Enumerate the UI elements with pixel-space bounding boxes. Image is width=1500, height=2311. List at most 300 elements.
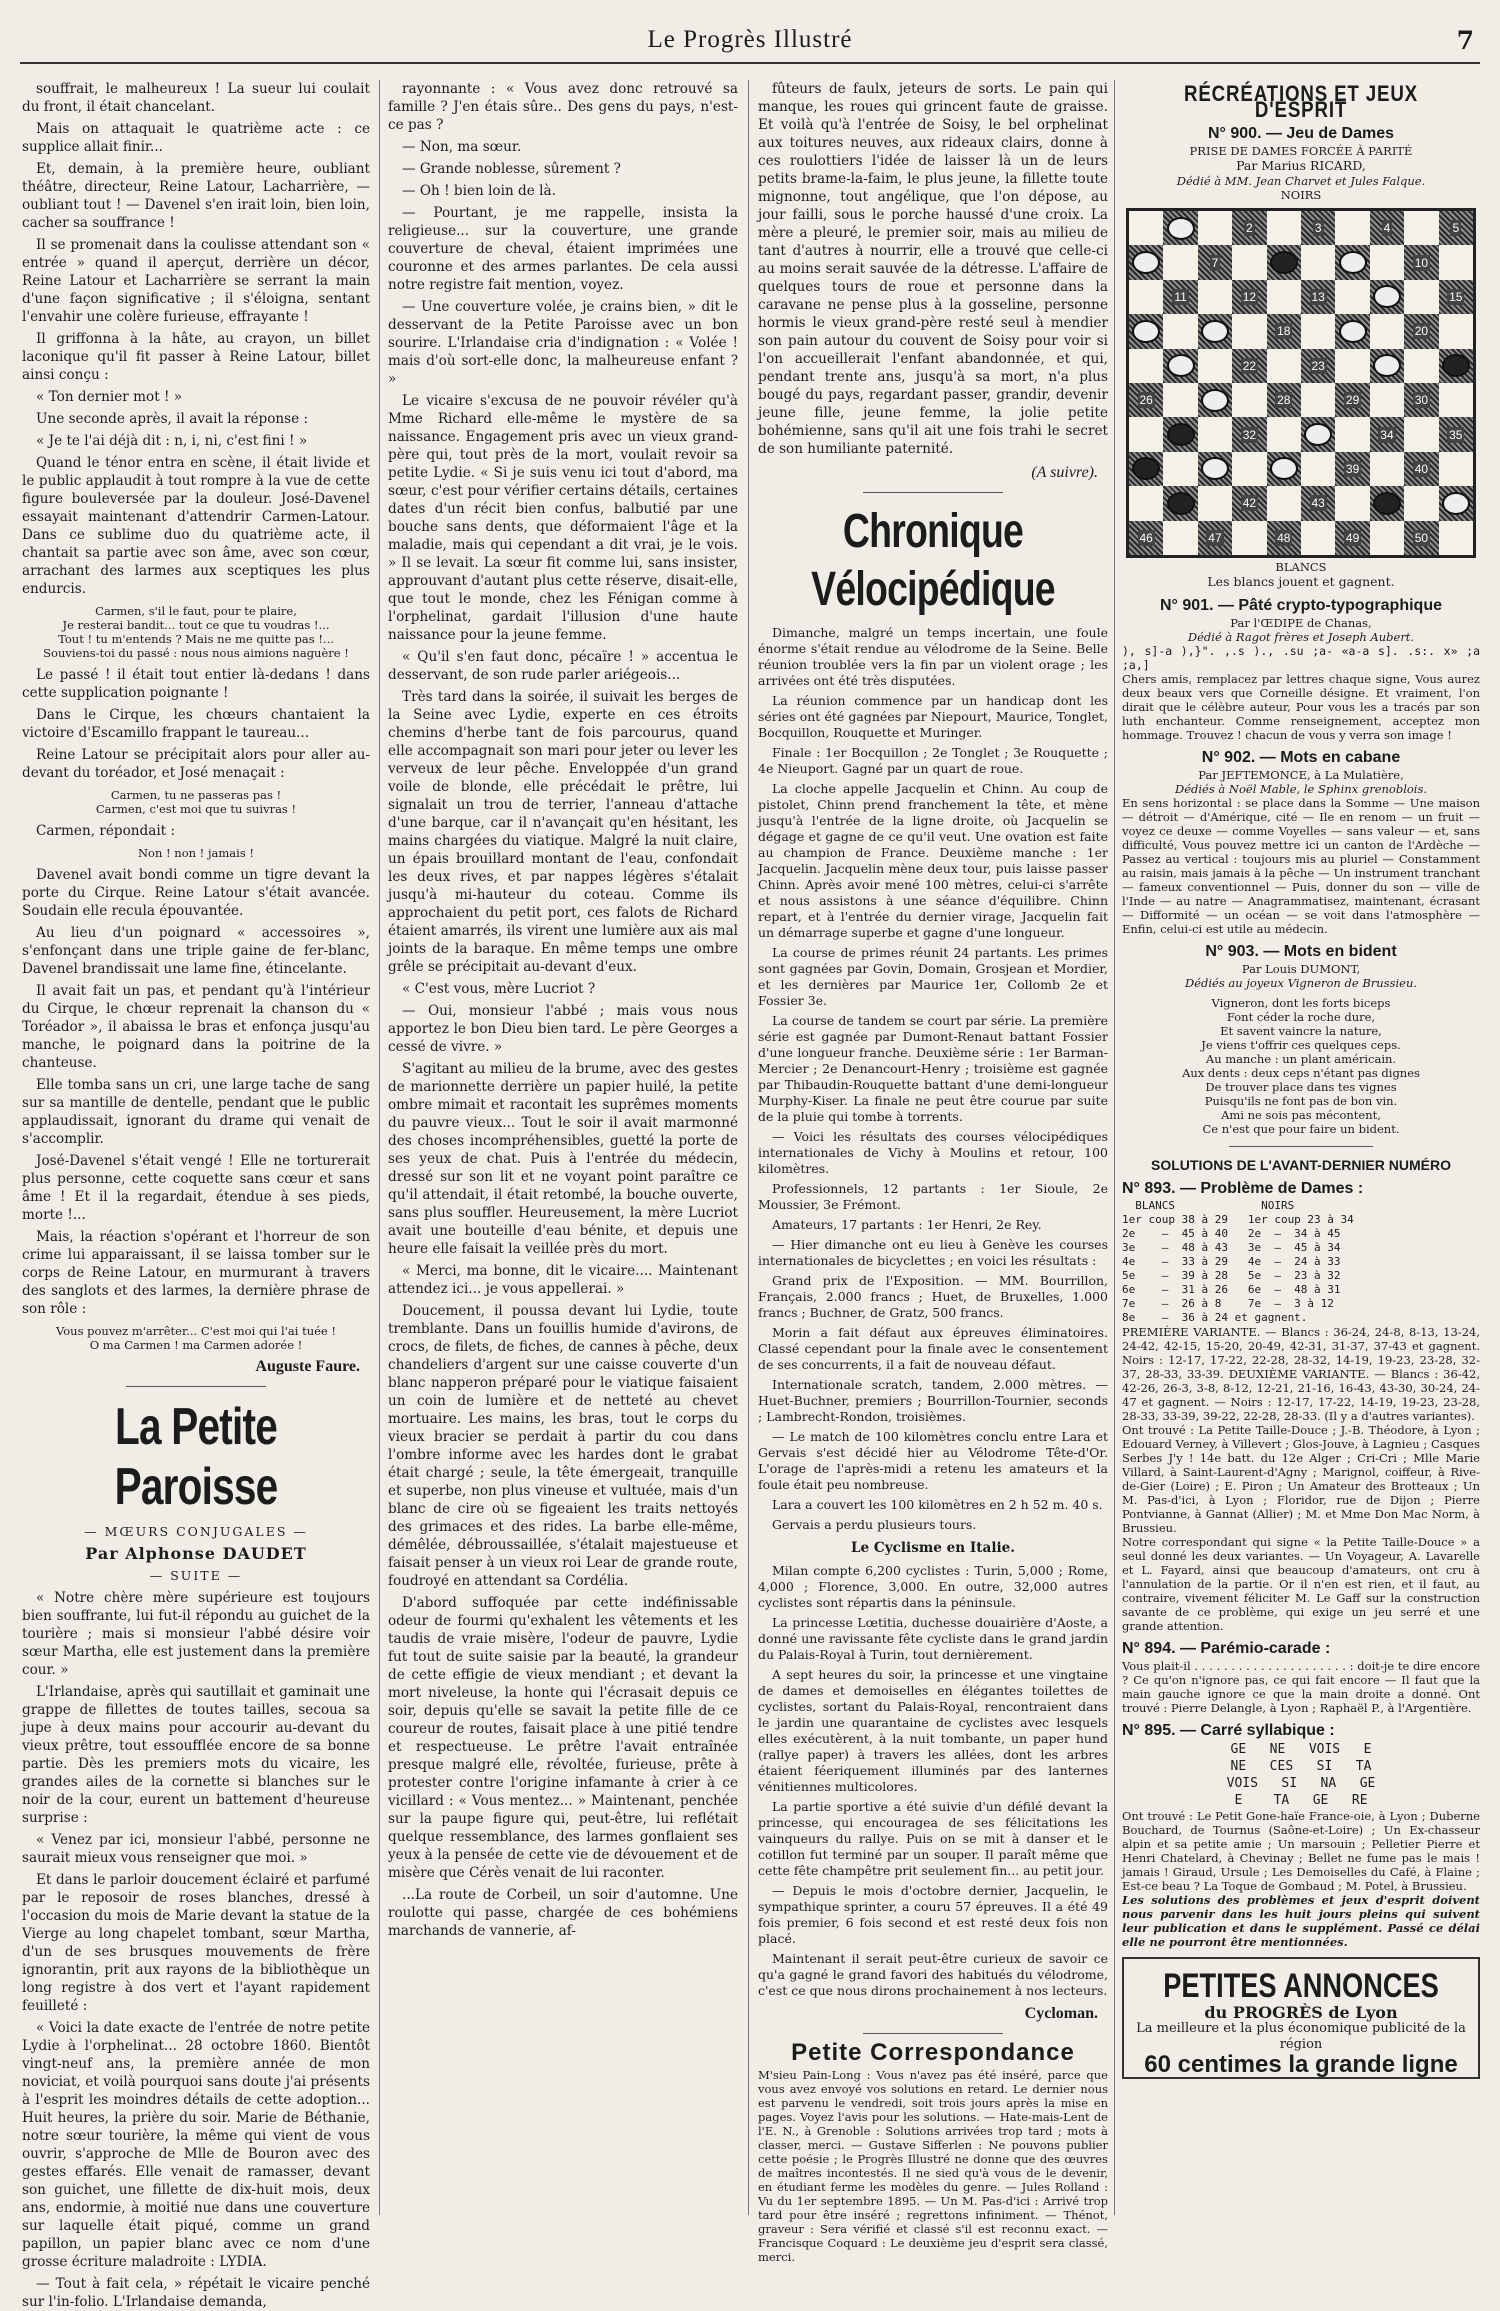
puzzle-903-dedication: Dédiés au joyeux Vigneron de Brussieu. [1184, 976, 1418, 990]
story-signature: Auguste Faure. [255, 1358, 360, 1375]
verse-line: De trouver place dans tes vignes [1205, 1080, 1397, 1094]
board-square-light [1370, 383, 1404, 417]
board-square-47 [1198, 521, 1232, 555]
solution-895-title: N° 895. — Carré syllabique : [1122, 1722, 1335, 1739]
board-square-9 [1335, 245, 1369, 279]
board-square-light [1232, 521, 1266, 555]
board-square-light [1232, 383, 1266, 417]
board-square-light [1129, 280, 1163, 314]
board-label-noirs: NOIRS [1280, 188, 1322, 202]
white-piece [1201, 320, 1229, 343]
column-1 [22, 80, 370, 2310]
paragraph: — Voici les résultats des courses vélocipédiques internationales de Vichy à Moulins et retour, 100 kilomètres. [758, 1129, 1108, 1176]
square-number: 48 [1277, 530, 1291, 545]
board-square-10 [1404, 245, 1438, 279]
paragraph: « Venez par ici, monsieur l'abbé, personne ne saurait mieux vous renseigner que moi. » [22, 1832, 370, 1866]
petites-annonces-title: PETITES ANNONCES [1163, 1967, 1439, 2005]
square-number: 4 [1383, 221, 1391, 236]
board-square-light [1163, 452, 1197, 486]
white-piece [1132, 320, 1160, 343]
column-divider [748, 80, 749, 2215]
puzzle-903-verse [1122, 996, 1480, 1136]
board-square-33 [1301, 417, 1335, 451]
paragraph: Lara a couvert les 100 kilomètres en 2 h 52 m. 40 s. [772, 1497, 1103, 1512]
song-verse: Non ! non ! jamais ! [137, 846, 255, 860]
puzzle-900-caption: Les blancs jouent et gagnent. [1207, 574, 1395, 589]
white-piece [1132, 251, 1160, 274]
feuilleton-suite: — SUITE — [149, 1568, 243, 1583]
paragraph: Quand le ténor entra en scène, il était livide et le public applaudit à tout rompre à la vue de cette figure bouleversée par la douleur. José-Davenel essayait maintenant d'attendrir Carmen-Latour. Dans ce sublime duo du quatrième acte, il chantait sa partie avec son âme, avec son cœur, arrachant des larmes aux sceptiques les plus endurcis. [22, 455, 370, 597]
board-square-11 [1163, 280, 1197, 314]
paragraph: Finale : 1er Bocquillon ; 2e Tonglet ; 3e Rouquette ; 4e Nieuport. Gagné par un quart de roue. [758, 745, 1108, 776]
square-number: 30 [1414, 393, 1429, 408]
petites-annonces-box [1122, 1957, 1480, 2079]
solutions-title: SOLUTIONS DE L'AVANT-DERNIER NUMÉRO [1151, 1157, 1451, 1173]
solution-894-title: N° 894. — Parémio-carade : [1122, 1640, 1331, 1657]
solution-note: Notre correspondant qui signe « la Petite Taille-Douce » a seul donné les deux variantes. — Un Voyageur, A. Lavarelle et L. Fayard, ainsi que beaucoup d'amateurs, ont cru à l'annulation de la partie. Or il n'en est rien, et il faut, au contraire, vivement féliciter M. Le Gaff sur la construction savante de ce problème, qui exige un jeu serré et une grande attention. [1122, 1535, 1480, 1633]
divider [126, 1386, 265, 1387]
paragraph: — Oui, monsieur l'abbé ; mais vous nous apportez le bon Dieu bien tard. Le père Georges a cessé de vivre. » [388, 1003, 738, 1055]
verse-line: O ma Carmen ! ma Carmen adorée ! [89, 1338, 303, 1352]
correspondence-title: Petite Correspondance [791, 2039, 1075, 2066]
feuilleton-subtitle: — MŒURS CONJUGALES — [84, 1524, 308, 1539]
square-number: 13 [1311, 289, 1325, 304]
board-square-29 [1335, 383, 1369, 417]
verse-line: Carmen, c'est moi que tu suivras ! [95, 802, 297, 816]
square-number: 49 [1345, 530, 1360, 545]
song-verse [22, 1324, 370, 1352]
square-number: 23 [1311, 358, 1325, 373]
paragraph: — Grande noblesse, sûrement ? [402, 161, 621, 177]
board-square-32 [1232, 417, 1266, 451]
paragraph: Et dans le parloir doucement éclairé et parfumé par le reposoir de roses blanches, dressé à l'occasion du mois de Marie devant la statue de la Vierge au long chapelet tombant, sœur Martha, d'un de ses brusques mouvements de frère ignorantin, prit aux rayons de la bibliothèque un long registre à dos vert et l'ayant rapidement feuilleté : [22, 1872, 370, 2014]
verse-line: Aux dents : deux ceps n'étant pas dignes [1182, 1066, 1420, 1080]
song-verse [22, 604, 370, 660]
checkers-board [1126, 208, 1476, 558]
puzzle-901-text: Chers amis, remplacez par lettres chaque signe, Vous aurez deux beaux vers que Corneille désigne. Et vraiment, l'on dirait que le célèbre auteur, Pour vous les a tracés par son luth enchanteur. Comme renseignement, acceptez mon hommage. Trouvez ! chacun de vous y verra son image ! [1122, 672, 1480, 742]
verse-line: Carmen, s'il le faut, pour te plaire, [95, 604, 297, 618]
square-number: 3 [1314, 221, 1322, 236]
verse-line: Ami ne sois pas mécontent, [1221, 1108, 1381, 1122]
page-number: 7 [1456, 26, 1474, 55]
board-square-light [1232, 245, 1266, 279]
solution-894: Vous plait-il . . . . . . . . . . . . . . . . . . . . . : doit-je te dire encore ? Ce qu'on n'ignore pas, ce qui fait encore — Il faut que la main gauche ignore ce que la main droite a donné. Ont trouvé : Pierre Delangle, à Lyon ; Raphaël P., à l'Argentière. [1122, 1659, 1480, 1715]
board-square-light [1335, 211, 1369, 245]
puzzle-902-author: Par JEFTEMONCE, à La Mulatière, [1198, 768, 1404, 782]
board-square-45 [1439, 486, 1473, 520]
board-square-light [1163, 314, 1197, 348]
square-number: 40 [1414, 461, 1429, 476]
to-be-continued: (A suivre). [1031, 464, 1098, 481]
square-number: 20 [1414, 324, 1429, 339]
board-square-15 [1439, 280, 1473, 314]
board-square-light [1370, 245, 1404, 279]
board-square-18 [1267, 314, 1301, 348]
paragraph: — Une couverture volée, je crains bien, » dit le desservant de la Petite Paroisse avec un bon sourire. L'Irlandaise cria d'indignation : « Volée ! mais d'où sort-elle donc, la malheureuse enfant ? » [388, 299, 738, 387]
board-square-20 [1404, 314, 1438, 348]
solution-variants: PREMIÈRE VARIANTE. — Blancs : 36-24, 24-8, 8-13, 13-24, 24-42, 42-15, 15-20, 20-49, 42-31, 31-37, 37-43 et gagnent. Noirs : 12-17, 17-22, 22-28, 28-32, 14-19, 19-23, 23-28, 32-37, 28-33, 33-39. DEUXIÈME VARIANTE. — Blancs : 36-42, 42-26, 26-3, 3-8, 8-12, 12-21, 21-16, 16-43, 43-30, 30-24, 24-47 et gagnent. — Noirs : 12-17, 17-22, 14-19, 19-23, 23-28, 28-33, 33-39, 39-22, 22-28, 28-33. (Il y a d'autres variantes). [1122, 1325, 1480, 1423]
chronicle-text [758, 1563, 1108, 1999]
paragraph: La course de tandem se court par série. La première série est gagnée par Dumont-Renaut battant Fossier d'une longueur franche. Deuxième série : 1er Barman-Mercier ; 2e Denancourt-Henry ; troisième est gagnée par Thibaudin-Rouquette battant d'une demi-longueur Murphy-Kiser. La finale ne peut être courue par suite de la pluie qui tombe à torrents. [758, 1013, 1108, 1124]
feuilleton-text [388, 80, 738, 1940]
paragraph: « Je te l'ai déjà dit : n, i, ni, c'est fini ! » [36, 433, 308, 449]
column-divider [1114, 80, 1115, 2215]
square-number: 7 [1211, 255, 1219, 270]
board-square-27 [1198, 383, 1232, 417]
board-square-5 [1439, 211, 1473, 245]
paragraph: La réunion commence par un handicap dont les séries ont été gagnées par Niepourt, Maurice, Tonglet, Bocquillon, Rouquette et Muringer. [758, 693, 1108, 740]
verse-line: Et savent vaincre la nature, [1220, 1024, 1382, 1038]
paragraph: fûteurs de faulx, jeteurs de sorts. Le pain qui manque, les roues qui grincent faute de graisse. Et voilà qu'à l'entrée de Soisy, le bel orphelinat aux toitures neuves, aux rideaux clairs, donne à ces roulottiers l'idée de laisser là un de leurs petits brame-la-faim, le plus jeune, la fillette toute mignonne, tout angélique, que l'on dépose, au jour failli, sous le porche haussé d'une croix. La mère a pleuré, le premier soir, mais au milieu de tant d'autres à nourrir, elle a trouvé que celle-ci au moins serait sauvée de la détresse. L'affaire de quelques tours de roue et personne dans la caravane ne pense plus à la gosseline, personne hormis le vieux grand-père resté seul à mendier son pain autour du couvent de Soisy pour voir si l'on accueillerait l'enfant abandonnée, et qui, pendant trente ans, jusqu'à sa mort, n'a plus bougé du pays, regardant passer, grandir, devenir jeune fille, jeune femme, la jolie petite bohémienne, sans qu'il ait une fois trahi le secret de son humiliante paternité. [758, 81, 1108, 457]
board-square-37 [1198, 452, 1232, 486]
feuilleton-author: Par Alphonse DAUDET [85, 1544, 307, 1563]
column-divider [379, 80, 380, 2215]
board-square-6 [1129, 245, 1163, 279]
square-number: 28 [1277, 393, 1291, 408]
board-square-light [1267, 486, 1301, 520]
paragraph: Elle tomba sans un cri, une large tache de sang sur sa mantille de dentelle, pendant que le public applaudissait, ignorant du drame qui venait de s'accomplir. [22, 1077, 370, 1147]
board-square-light [1439, 383, 1473, 417]
board-square-light [1301, 383, 1335, 417]
white-piece [1167, 354, 1195, 377]
board-square-40 [1404, 452, 1438, 486]
board-square-50 [1404, 521, 1438, 555]
solution-found: Ont trouvé : La Petite Taille-Douce ; J.-B. Théodore, à Lyon ; Edouard Verney, à Villevert ; Glos-Jouve, à Lagnieu ; Casques Serbes J'y ! 14e batt. du 12e Alger ; Cri-Cri ; Mlle Marie Villard, à Saint-Laurent-d'Agny ; Marignol, coiffeur, à Rive-de-Gier (Loire) ; E. Piron ; Un Amateur des Brotteaux ; Un M. Pas-d'ici, à Lyon ; Floridor, rue de Dijon ; Pierre Pontvianne, à Gannat (Allier) ; M. et Mme Don Mac Norm, à Brussieu. [1122, 1423, 1480, 1535]
paragraph: A sept heures du soir, la princesse et une vingtaine de dames et demoiselles en élégantes toilettes de cyclistes, sortant du Palais-Royal, rencontraient dans le jardin une quarantaine de cyclistes avec lesquels elles exécutèrent, à la nuit tombante, un paper hund (rallye paper) à travers les allées, dont les arbres étaient féeriquement illuminés par des lanternes vénitiennes multicolores. [758, 1667, 1108, 1794]
paragraph: « Notre chère mère supérieure est toujours bien souffrante, lui fut-il répondu au guichet de la tourière ; mais si monsieur l'abbé désire voir sœur Martha, elle est justement dans la première cour. » [22, 1590, 370, 1678]
board-square-light [1439, 521, 1473, 555]
puzzle-903-title: N° 903. — Mots en bident [1205, 943, 1397, 960]
puzzle-902-title: N° 902. — Mots en cabane [1201, 749, 1401, 766]
verse-line: Vous pouvez m'arrêter... C'est moi qui l'ai tuée ! [55, 1324, 336, 1338]
chronicle-text [758, 625, 1108, 1533]
paragraph: ...La route de Corbeil, un soir d'automne. Une roulotte qui passe, chargée de ces bohémiens marchands de vannerie, af- [388, 1887, 738, 1939]
paragraph: La course de primes réunit 24 partants. Les primes sont gagnées par Govin, Domain, Grosjean et Mordier, et les dernières par Maurice 1er, Collomb 2e et Fossier 3e. [758, 945, 1108, 1008]
story-line: Carmen, répondait : [36, 823, 176, 839]
board-square-23 [1301, 349, 1335, 383]
paragraph: Grand prix de l'Exposition. — MM. Bourrillon, Français, 2.000 francs ; Huet, de Bruxelles, 1.000 francs ; Buchner, de Gratz, 500 francs. [758, 1273, 1108, 1320]
white-piece [1270, 457, 1298, 480]
page-header [20, 22, 1480, 64]
verse-line: Je resterai bandit... tout ce que tu voudras !... [62, 618, 330, 632]
divider [863, 2033, 1003, 2034]
square-number: 18 [1277, 324, 1291, 339]
solution-893-title: N° 893. — Problème de Dames : [1122, 1180, 1364, 1197]
board-square-light [1301, 314, 1335, 348]
square-number: 46 [1139, 530, 1153, 545]
paragraph: Au lieu d'un poignard « accessoires », s'enfonçant dans une triple gaine de fer-blanc, Davenel brandissait une lame fine, étincelante. [22, 925, 370, 977]
paragraph: — Hier dimanche ont eu lieu à Genève les courses internationales de bicyclettes ; en voici les résultats : [758, 1237, 1108, 1268]
recreations-title: RÉCRÉATIONS ET JEUX D'ESPRIT [1183, 81, 1419, 122]
black-piece [1167, 423, 1195, 446]
board-square-7 [1198, 245, 1232, 279]
board-square-4 [1370, 211, 1404, 245]
square-number: 34 [1380, 427, 1394, 442]
board-square-13 [1301, 280, 1335, 314]
white-piece [1167, 217, 1195, 240]
board-square-17 [1198, 314, 1232, 348]
paragraph: Dimanche, malgré un temps incertain, une foule énorme s'était rendue au vélodrome de la Seine. Belle réunion troublée vers la fin par un violent orage ; les arrivées ont été très disputées. [758, 625, 1108, 688]
white-piece [1339, 251, 1367, 274]
board-square-light [1404, 417, 1438, 451]
board-square-light [1232, 452, 1266, 486]
board-square-light [1163, 245, 1197, 279]
board-square-light [1267, 349, 1301, 383]
white-piece [1339, 320, 1367, 343]
board-square-light [1404, 211, 1438, 245]
solution-893-moves: BLANCS NOIRS 1er coup 38 à 29 1er coup 23 à 34 2e — 45 à 40 2e — 34 à 45 3e — 48 à 43 3e — 45 à 34 4e — 33 à 29 4e — 24 à 33 5e — 39 à 28 5e — 23 à 32 6e — 31 à 26 6e — 48 à 31 7e — 26 à 8 7e — 3 à 12 8e — 36 à 24 et gagnent. [1122, 1199, 1354, 1324]
board-square-light [1163, 383, 1197, 417]
paragraph: Doucement, il poussa devant lui Lydie, toute tremblante. Dans un fouillis humide d'avirons, de crocs, de filets, de fiches, de cannes à pêche, deux chandeliers d'argent sur une caisse couverte d'un blanc napperon préparé pour le viatique faisaient un coin de lumière et de netteté au chevet mortuaire. Les mains, les bras, tout le corps du vieux bracier se perdait à partir du cou dans l'ombre informe avec les hardes dont le grabat était chargé ; seule, la tête émergeait, tranquille et superbe, non plus vineuse et vultuée, mais d'un blanc de cire où se figeaient les traits nettoyés des grimaces et des rides. La barbe elle-même, démêlée, débroussaillée, s'étalait majestueuse et faisait penser à un vieux roi Lear de grande route, foudroyé en attendant sa Cordélia. [388, 1303, 738, 1589]
paragraph: D'abord suffoquée par cette indéfinissable odeur de fourmi qu'exhalent les vêtements et les taudis de vraie misère, l'odeur de pauvre, Lydie fut tout de suite saisie par la beauté, la grandeur de cette effigie de vieux mendiant ; et devant la mort niveleuse, la honte qui l'écrasait depuis ce soir, depuis qu'elle se savait la petite fille de ce coureur de routes, faisait place à une pitié tendre et respectueuse. Le prêtre l'avait entraînée presque malgré elle, révoltée, furieuse, prête à protester contre l'origine infamante à crier à ce vicillard : « Vous mentez... » Maintenant, penchée sur la paupe figure qui, peut-être, lui reflétait quelque ressemblance, des larmes gonflaient ses yeux à la pensée de cette vie de dévouement et de misère que Cérès venait de lui raconter. [388, 1595, 738, 1881]
puzzle-901-author: Par l'ŒDIPE de Chanas, [1230, 616, 1372, 630]
board-square-light [1267, 417, 1301, 451]
italy-subtitle: Le Cyclisme en Italie. [850, 1540, 1016, 1556]
board-square-34 [1370, 417, 1404, 451]
square-number: 15 [1449, 289, 1463, 304]
board-square-28 [1267, 383, 1301, 417]
square-number: 12 [1242, 289, 1257, 304]
board-square-light [1370, 521, 1404, 555]
board-square-26 [1129, 383, 1163, 417]
board-square-46 [1129, 521, 1163, 555]
paragraph: Le passé ! il était tout entier là-dedans ! dans cette supplication poignante ! [22, 667, 370, 701]
paragraph: Il griffonna à la hâte, au crayon, un billet laconique qu'il fit passer à Reine Latour, billet ainsi conçu : [22, 331, 370, 383]
paragraph: — Non, ma sœur. [402, 139, 522, 155]
puzzle-901-title: N° 901. — Pâté crypto-typographique [1159, 597, 1442, 614]
petites-annonces-subtitle: du PROGRÈS de Lyon [1204, 2003, 1398, 2022]
board-square-30 [1404, 383, 1438, 417]
puzzle-902-dedication: Dédiés à Noël Mable, le Sphinx grenoblois. [1174, 782, 1428, 796]
square-number: 2 [1246, 221, 1253, 236]
board-square-22 [1232, 349, 1266, 383]
board-square-1 [1163, 211, 1197, 245]
board-square-light [1301, 245, 1335, 279]
puzzle-901-code: ), s]-a ),}". ,.s )., .su ;a- «a-a s]. .s:. x» ;a ;a,] [1122, 644, 1480, 672]
paragraph: — Depuis le mois d'octobre dernier, Jacquelin, le sympathique sprinter, a couru 57 épreuves. Il a été 49 fois premier, 6 fois second et est resté deux fois non placé. [758, 1883, 1108, 1946]
paragraph: Morin a fait défaut aux épreuves éliminatoires. Classé cependant pour la finale avec le consentement de ses concurrents, il a fait de nouveau défaut. [758, 1325, 1108, 1372]
chronicle-signature: Cycloman. [1024, 2005, 1098, 2022]
board-square-41 [1163, 486, 1197, 520]
square-number: 32 [1242, 427, 1257, 442]
board-square-light [1301, 452, 1335, 486]
paragraph: S'agitant au milieu de la brume, avec des gestes de marionnette derrière un papier huilé, la petite ombre mimait et racontait les suprêmes moments du pauvre vieux... Tout le soir il avait marmonné des choses incompréhensibles, guetté la porte de ses yeux de chat. Puis à l'entrée du médecin, dressé sur son lit et ne voyant point paraître ce qu'il attendait, il était retombé, la bouche ouverte, sans plus souffler. Heureusement, la mère Lucriot avait une bouteille d'eau bénite, et depuis une heure elle faisait la veillée près du mort. [388, 1061, 738, 1257]
board-square-35 [1439, 417, 1473, 451]
board-square-49 [1335, 521, 1369, 555]
board-square-light [1198, 211, 1232, 245]
paragraph: La cloche appelle Jacquelin et Chinn. Au coup de pistolet, Chinn prend franchement la tête, et mène jusqu'à l'entrée de la ligne droite, où Jacquelin se dégage et gagne de ce qu'il veut. Une ovation est faite au champion de France. Deuxième manche : 1er Jacquelin. Jacquelin mène deux tour, puis laisse passer Chinn. Après avoir mené 100 mètres, celui-ci s'arrête et nous assistons à une séance d'équilibre. Chinn repart, et à l'entrée du dernier virage, Jacquelin fait un démarrage superbe et gagne d'une longueur. [758, 781, 1108, 940]
board-square-light [1404, 486, 1438, 520]
paragraph: Amateurs, 17 partants : 1er Henri, 2e Rey. [772, 1217, 1042, 1232]
board-square-light [1404, 349, 1438, 383]
song-verse [22, 788, 370, 816]
black-piece [1373, 492, 1401, 515]
verse-line: Je viens t'offrir ces quelques ceps. [1201, 1038, 1401, 1052]
board-square-light [1335, 417, 1369, 451]
board-square-24 [1370, 349, 1404, 383]
paragraph: Et, demain, à la première heure, oubliant théâtre, directeur, Reine Latour, Lacharrière, — oubliant tout ! — Davenel s'en irait loin, bien loin, cacher sa souffrance ! [22, 161, 370, 231]
square-number: 35 [1449, 427, 1463, 442]
board-square-3 [1301, 211, 1335, 245]
square-number: 22 [1242, 358, 1257, 373]
square-number: 26 [1139, 393, 1153, 408]
puzzle-903-author: Par Louis DUMONT, [1241, 962, 1361, 976]
petites-annonces-tagline: La meilleure et la plus économique publicité de la région [1136, 2021, 1466, 2052]
feuilleton-title: La Petite Paroisse [114, 1398, 278, 1516]
white-piece [1373, 354, 1401, 377]
paragraph: — Pourtant, je me rappelle, insista la religieuse... sur la couverture, une grande couverture de cheval, étaient imprimées une couronne et des armes parlantes. De cela aussi notre registre fait mention, voyez. [388, 205, 738, 293]
paragraph: Une seconde après, il avait la réponse : [36, 411, 309, 427]
verse-line: Font céder la roche dure, [1226, 1010, 1376, 1024]
solutions-footer: Les solutions des problèmes et jeux d'esprit doivent nous parvenir dans les huit jours pleins qui suivent leur publication et dans le supplément. Passé ce délai elle ne pourront être mentionnées. [1122, 1893, 1480, 1949]
board-square-38 [1267, 452, 1301, 486]
board-square-light [1267, 280, 1301, 314]
board-square-light [1267, 211, 1301, 245]
board-square-39 [1335, 452, 1369, 486]
board-square-16 [1129, 314, 1163, 348]
puzzle-900-dedication: Dédié à MM. Jean Charvet et Jules Falque. [1176, 174, 1426, 188]
board-square-light [1439, 452, 1473, 486]
white-piece [1201, 389, 1229, 412]
paragraph: Il avait fait un pas, et pendant qu'à l'intérieur du Cirque, le chœur reprenait la chanson du « Toréador », il abaissa le bras et enfonça jusqu'au manche, le poignard dans la poitrine de la chanteuse. [22, 983, 370, 1071]
paragraph: « Qu'il s'en faut donc, pécaïre ! » accentua le desservant, de son rude parler ariégeois... [388, 649, 738, 683]
paragraph: — Tout à fait cela, » répétait le vicaire penché sur l'in-folio. L'Irlandaise demanda, [22, 2276, 370, 2310]
board-square-44 [1370, 486, 1404, 520]
chronicle-title: Chronique Vélocipédique [811, 505, 1055, 616]
board-square-21 [1163, 349, 1197, 383]
solution-895-grid: GE NE VOIS E NE CES SI TA VOIS SI NA GE E TA GE RE [1226, 1742, 1376, 1808]
black-piece [1270, 251, 1298, 274]
board-square-12 [1232, 280, 1266, 314]
board-square-light [1335, 486, 1369, 520]
story-text [22, 666, 370, 782]
white-piece [1201, 457, 1229, 480]
board-square-2 [1232, 211, 1266, 245]
paragraph: Le vicaire s'excusa de ne pouvoir révéler qu'à Mme Richard elle-même le mystère de sa naissance. Engagement pris avec un vieux grand-père qui, tout près de la mort, voulait revoir sa petite Lydie. « Si je suis venu ici tout d'abord, ma sœur, c'est pour vérifier certains détails, certaines dates d'un récit bien confus, balbutié par une bouche sans dents, que déformaient l'âge et la maladie, mais qui cependant a dit vrai, je le vois. » Il se levait. La sœur fit comme lui, sans insister, approuvant d'autant plus cette réserve, disait-elle, que tout le monde, chez les Fénigan comme à l'orphelinat, gardait l'illusion d'une haute naissance pour la jeune femme. [388, 393, 738, 643]
paragraph: La partie sportive a été suivie d'un défilé devant la princesse, qui encouragea de ses félicitations les vainqueurs du rallye. Puis on se mit à danser et le cotillon fut terminé par un souper. Il paraît même que cette fête champêtre prit seulement fin... au petit jour. [758, 1799, 1108, 1878]
board-square-19 [1335, 314, 1369, 348]
paragraph: rayonnante : « Vous avez donc retrouvé sa famille ? J'en étais sûre.. Des gens du pays, n'est-ce pas ? [388, 81, 738, 133]
paragraph: « C'est vous, mère Lucriot ? [402, 981, 596, 997]
paragraph: Milan compte 6,200 cyclistes : Turin, 5,000 ; Rome, 4,000 ; Florence, 3,000. En outre, 32,000 autres cyclistes sont répartis dans la péninsule. [758, 1563, 1108, 1610]
solution-895: Ont trouvé : Le Petit Gone-haïe France-oie, à Lyon ; Duberne Bouchard, de Tournus (Saône-et-Loire) ; Un Ex-chasseur alpin et sa petite amie ; Un marsouin ; Pelletier Pierre et Henri Chatelard, à Chevinay ; Bellet ne fume pas le mais ! jamais ! Giraud, Ursule ; Les Demoiselles du Café, à Flaine ; Est-ce beau ? La Toque de Gombaud ; M. Potel, à Brussieu. [1122, 1809, 1480, 1893]
paragraph: Très tard dans la soirée, il suivait les berges de la Seine avec Lydie, experte en ces étroits chemins d'herbe tant de fois parcourus, quand elle accompagnait son mari pour jeter ou lever les verveux de leur pêche. Enveloppée d'un grand voile de blonde, elle précédait le prêtre, lui signalait un trou de terrier, l'anneau d'attache d'une barque, car il n'avançait qu'en hésitant, les mains chargées du viatique. Malgré la nuit claire, un épais brouillard montant de l'eau, confondait les deux rives, et par nappes légères s'étalait jusqu'à mi-hauteur du coteau. Comme ils approchaient du petit port, ces falots de Richard étaient amarrés, ils virent une lumière aux ais mal joints de la baraque. En même temps une ombre grêle se précipitait au-devant d'eux. [388, 689, 738, 975]
verse-line: Carmen, tu ne passeras pas ! [110, 788, 282, 802]
board-square-light [1129, 486, 1163, 520]
board-square-48 [1267, 521, 1301, 555]
board-square-light [1198, 486, 1232, 520]
square-number: 11 [1174, 289, 1187, 304]
board-square-light [1335, 280, 1369, 314]
divider [863, 492, 1003, 493]
column-3 [758, 80, 1108, 2264]
paragraph: — Oh ! bien loin de là. [402, 183, 556, 199]
board-square-42 [1232, 486, 1266, 520]
square-number: 50 [1414, 530, 1429, 545]
column-4 [1122, 80, 1480, 2210]
puzzle-902-text: En sens horizontal : se place dans la Somme — Une maison — détroit — d'Amérique, cité — Ile en renom — un fruit — voyez ce deuxe — comme Voyelles — sans valeur — et, sans difficulté, Vous pouvez mettre ici un canton de l'Ardèche — Passez au vertical : toujours mis au pluriel — Constamment au raisin, mais jamais à la pêche — Un instrument tranchant — fameux conventionnel — Puis, donner du son — ville de l'Inde — au natre — Anagrammatisez, maintenant, écrasant — Difformité — un océan — se voit dans l'atmosphère — Enfin, celui-ci est utile au médecin. [1122, 796, 1480, 936]
paragraph: « Voici la date exacte de l'entrée de notre petite Lydie à l'orphelinat... 28 octobre 1860. Bientôt vingt-neuf ans, la première année de mon noviciat, et voilà pourquoi sans doute j'ai présents à l'esprit les moindres détails de cette adoption... Huit heures, la prière du soir. Marie de Béthanie, notre sœur tourière, la même qui vient de vous ouvrir, s'approche de Mlle de Bouron avec des gestes effarés. Elle venait de ramasser, devant son guichet, une fillette de dix-huit mois, deux ans, endormie, à moitié nue dans une couverture sur laquelle était piqué, comme un grand papillon, un papier blanc avec ce nom d'une grosse écriture maladroite : LYDIA. [22, 2020, 370, 2270]
paragraph: Professionnels, 12 partants : 1er Sioule, 2e Moussier, 3e Frémont. [758, 1181, 1108, 1212]
divider [1229, 1146, 1372, 1147]
verse-line: Tout ! tu m'entends ? Mais ne me quitte pas !... [58, 632, 334, 646]
paragraph: « Merci, ma bonne, dit le vicaire.... Maintenant attendez ici... je vous appellerai. » [388, 1263, 738, 1297]
puzzle-900-author: Par Marius RICARD, [1236, 158, 1366, 173]
board-square-light [1301, 521, 1335, 555]
board-square-light [1370, 314, 1404, 348]
paragraph: « Ton dernier mot ! » [36, 389, 183, 405]
paragraph: Dans le Cirque, les chœurs chantaient la victoire d'Escamillo frappant le taureau... [22, 707, 370, 741]
puzzle-900-subtitle: PRISE DE DAMES FORCÉE À PARITÉ [1189, 144, 1413, 158]
paragraph: Davenel avait bondi comme un tigre devant la porte du Cirque. Reine Latour s'était avancée. Soudain elle recula épouvantée. [22, 867, 370, 919]
square-number: 47 [1208, 530, 1222, 545]
board-square-light [1439, 245, 1473, 279]
paragraph: L'Irlandaise, après qui sautillait et gaminait une grappe de fillettes de toutes tailles, secoua sa jupe à deux mains pour accourir au-devant du vieux prêtre, tout essoufflée encore de sa bonne partie. Dès les premiers mots du vicaire, les grandes ailes de la cornette si blanches sur le noir de la cour, eurent un battement d'heureuse surprise : [22, 1684, 370, 1826]
paragraph: Gervais a perdu plusieurs tours. [772, 1517, 977, 1532]
board-square-8 [1267, 245, 1301, 279]
verse-line: Puisqu'ils ne font pas de bon vin. [1204, 1094, 1398, 1108]
board-square-light [1198, 349, 1232, 383]
white-piece [1442, 492, 1470, 515]
paragraph: Mais on attaquait le quatrième acte : ce supplice allait finir... [22, 121, 370, 155]
story-text [22, 866, 370, 1318]
feuilleton-text [22, 1589, 370, 2311]
feuilleton-text [758, 80, 1108, 458]
paragraph: Internationale scratch, tandem, 2.000 mètres. — Huet-Buchner, premiers ; Bourrillon-Tournier, seconds ; Lambrecht-Rondon, troisièmes. [758, 1377, 1108, 1424]
board-square-light [1129, 211, 1163, 245]
black-piece [1132, 457, 1160, 480]
paragraph: La princesse Lœtitia, duchesse douairière d'Aoste, a donné une ravissante fête cycliste dans le grand jardin du Palais-Royal à Turin, tout dernièrement. [758, 1615, 1108, 1662]
square-number: 39 [1345, 461, 1360, 476]
board-square-light [1198, 417, 1232, 451]
square-number: 10 [1414, 255, 1429, 270]
board-square-43 [1301, 486, 1335, 520]
puzzle-900-title: N° 900. — Jeu de Dames [1207, 125, 1395, 142]
paragraph: José-Davenel s'était vengé ! Elle ne torturerait plus personne, cette coquette sans cœur et sans âme ! Et il la regardait, étendue à ses pieds, morte !... [22, 1153, 370, 1223]
verse-line: Au manche : un plant américain. [1205, 1052, 1397, 1066]
newspaper-title: Le Progrès Illustré [647, 26, 853, 53]
paragraph: Mais, la réaction s'opérant et l'horreur de son crime lui apparaissant, il se laissa tomber sur le corps de Reine Latour, en murmurant à travers des sanglots et des larmes, la dernière phrase de son rôle : [22, 1229, 370, 1317]
square-number: 42 [1242, 496, 1257, 511]
white-piece [1373, 285, 1401, 308]
paragraph: souffrait, le malheureux ! La sueur lui coulait du front, il était chancelant. [22, 81, 370, 115]
black-piece [1167, 492, 1195, 515]
square-number: 43 [1311, 496, 1325, 511]
board-square-light [1439, 314, 1473, 348]
black-piece [1442, 354, 1470, 377]
board-label-blancs: BLANCS [1275, 560, 1327, 574]
paragraph: Maintenant il serait peut-être curieux de savoir ce qu'a gagné le grand favori des habitués du vélodrome, c'est ce que nous dirons prochainement à nos lecteurs. [758, 1951, 1108, 1998]
column-2 [388, 80, 738, 2210]
board-square-31 [1163, 417, 1197, 451]
board-square-light [1198, 280, 1232, 314]
square-number: 5 [1452, 221, 1460, 236]
board-square-light [1163, 521, 1197, 555]
board-square-light [1232, 314, 1266, 348]
white-piece [1304, 423, 1332, 446]
board-square-light [1129, 349, 1163, 383]
verse-line: Ce n'est que pour faire un bident. [1202, 1122, 1400, 1136]
paragraph: Reine Latour se précipitait alors pour aller au-devant du toréador, et José menaçait : [22, 747, 370, 781]
correspondence-text: M'sieu Pain-Long : Vous n'avez pas été inséré, parce que vous avez envoyé vos solutions en retard. Le dernier nous est parvenu le vendredi, soit trois jours après la mise en pages. Voyez l'avis pour les solutions. — Hate-mais-Lent de l'E. N., à Grenoble : Solutions arrivées trop tard ; mots à classer, merci. — Gustave Sifferlen : Ne pouvons publier cette poésie ; le Progrès Illustré ne donne que des œuvres de maîtres incontestés. Il ne sied qu'à vous de le devenir, en étudiant ferme les modèles du genre. — Jules Rolland : Vu du 1er septembre 1895. — Un M. Pas-d'ici : Arrivé trop tard pour être inséré ; regrettons infiniment. — Thénot, graveur : Sera vérifié et classé s'il est reconnu exact. — Francisque Coquard : Le deuxième jeu d'esprit sera classé, merci. [758, 2068, 1108, 2264]
paragraph: Il se promenait dans la coulisse attendant son « entrée » quand il aperçut, derrière un décor, Reine Latour et Lacharrière se serrant la main d'une façon significative ; il s'éloigna, sentant l'envahir une colère furieuse, effrayante ! [22, 237, 370, 325]
story-text [22, 80, 370, 598]
verse-line: Souviens-toi du passé : nous nous aimions naguère ! [43, 646, 349, 660]
board-square-light [1404, 280, 1438, 314]
square-number: 29 [1345, 393, 1360, 408]
petites-annonces-price: 60 centimes la grande ligne [1144, 2051, 1458, 2078]
board-square-light [1370, 452, 1404, 486]
